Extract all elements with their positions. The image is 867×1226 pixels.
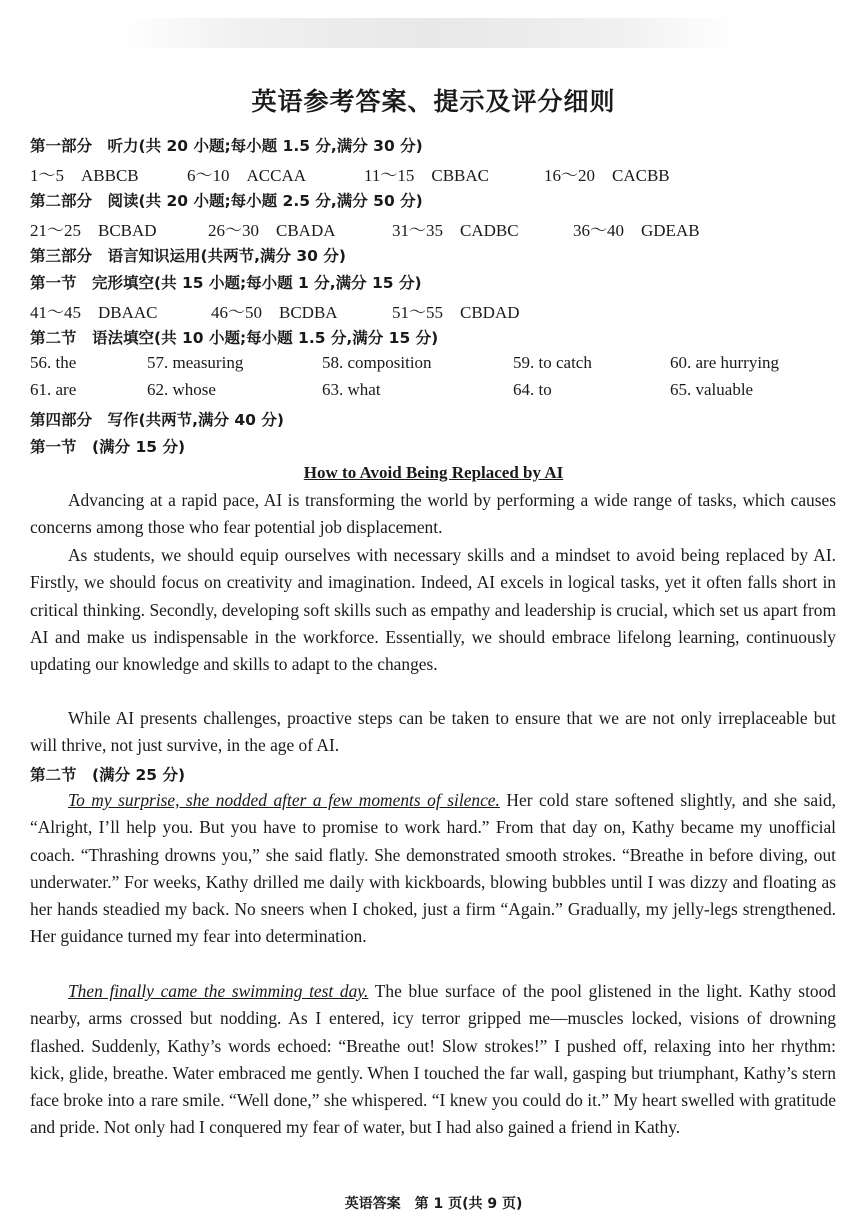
part3-answer: 41～45 DBAAC: [30, 303, 158, 322]
essay-paragraph: While AI presents challenges, proactive steps can be taken to ensure that we are not only irreplaceable but will thrive, not just survive, in the age of AI.: [30, 708, 836, 756]
part4-heading: 第四部分 写作(共两节,满分 40 分): [30, 411, 284, 429]
part4-section1-heading: 第一节 (满分 15 分): [30, 438, 186, 456]
page-title: 英语参考答案、提示及评分细则: [251, 87, 616, 116]
part1-answer: 1～5 ABBCB: [30, 166, 139, 185]
paragraph-body: Her cold stare softened slightly, and she said, “Alright, I’ll help you. But you have to promise to work hard.” From that day on, Kathy became my unofficial coach. “Thrashing drowns you,” she said flatly. She demonstrated smooth strokes. “Breathe in before diving, out underwater.” For weeks, Kathy drilled me daily with kickboards, blowing bubbles until I was dizzy and floating as her hands steadied my back. No sneers when I choked, just a firm “Again.” Gradually, my jelly-legs strengthened. Her guidance turned my fear into determination.: [30, 790, 837, 947]
essay-paragraph: Advancing at a rapid pace, AI is transforming the world by performing a wide range of tasks, which causes concerns among those who fear potential job displacement.: [30, 490, 836, 538]
part4-section2-heading: 第二节 (满分 25 分): [30, 766, 186, 784]
part3-section2-heading: 第二节 语法填空(共 10 小题;每小题 1.5 分,满分 15 分): [30, 329, 439, 347]
grammar-answer: 62. whose: [147, 380, 216, 399]
grammar-answer: 64. to: [513, 380, 552, 399]
grammar-answer: 57. measuring: [147, 353, 244, 372]
grammar-answer: 58. composition: [322, 353, 432, 372]
part1-answer: 6～10 ACCAA: [187, 166, 307, 185]
part2-heading: 第二部分 阅读(共 20 小题;每小题 2.5 分,满分 50 分): [30, 192, 423, 210]
essay-title: How to Avoid Being Replaced by AI: [303, 463, 564, 482]
grammar-answer: 60. are hurrying: [670, 353, 780, 372]
story-paragraph: [30, 978, 836, 1142]
grammar-answer: 59. to catch: [513, 353, 592, 372]
part3-answer: 51～55 CBDAD: [392, 303, 520, 322]
part2-answer: 36～40 GDEAB: [573, 221, 700, 240]
part3-answer: 46～50 BCDBA: [211, 303, 338, 322]
part1-answer: 11～15 CBBAC: [364, 166, 490, 185]
grammar-answer: 61. are: [30, 380, 77, 399]
paragraph-body: The blue surface of the pool glistened in the light. Kathy stood nearby, arms crossed but nodding. As I entered, icy terror gripped me—muscles locked, visions of drowning flashed. Suddenly, Kathy’s words echoed: “Breathe out! Slow strokes!” I pushed off, relaxing into her rhythm: kick, glide, breathe. Water embraced me gently. When I touched the far wall, gasping but triumphant, Kathy’s stern face broke into a rare smile. “Well done,” she whispered. “I knew you could do it.” My heart swelled with gratitude and pride. Not only had I conquered my fear of water, but I had also gained a friend in Kathy.: [30, 981, 836, 1138]
essay-paragraph: As students, we should equip ourselves with necessary skills and a mindset to avoid being replaced by AI. Firstly, we should focus on creativity and imagination. Indeed, AI excels in logical tasks, yet it often falls short in critical thinking. Secondly, developing soft skills such as empathy and leadership is crucial, which set us apart from AI and make us indispensable in the workforce. Essentially, we should embrace lifelong learning, continuously updating our knowledge and skills to adapt to the changes.: [30, 545, 836, 675]
page-footer: 英语答案 第 1 页(共 9 页): [344, 1196, 523, 1212]
grammar-answer: 63. what: [322, 380, 381, 399]
grammar-answer: 56. the: [30, 353, 77, 372]
part2-answer: 31～35 CADBC: [392, 221, 519, 240]
part3-heading: 第三部分 语言知识运用(共两节,满分 30 分): [30, 247, 346, 265]
part3-section1-heading: 第一节 完形填空(共 15 小题;每小题 1 分,满分 15 分): [30, 274, 422, 292]
paragraph-lead-sentence: Then finally came the swimming test day.: [68, 981, 369, 1001]
part2-answer: 26～30 CBADA: [208, 221, 336, 240]
part1-heading: 第一部分 听力(共 20 小题;每小题 1.5 分,满分 30 分): [30, 137, 423, 155]
story-paragraph: [30, 787, 836, 951]
part2-answer: 21～25 BCBAD: [30, 221, 157, 240]
part1-answer: 16～20 CACBB: [544, 166, 670, 185]
scan-smudge: [120, 18, 740, 48]
paragraph-lead-sentence: To my surprise, she nodded after a few moments of silence.: [68, 790, 500, 810]
grammar-answer: 65. valuable: [670, 380, 754, 399]
